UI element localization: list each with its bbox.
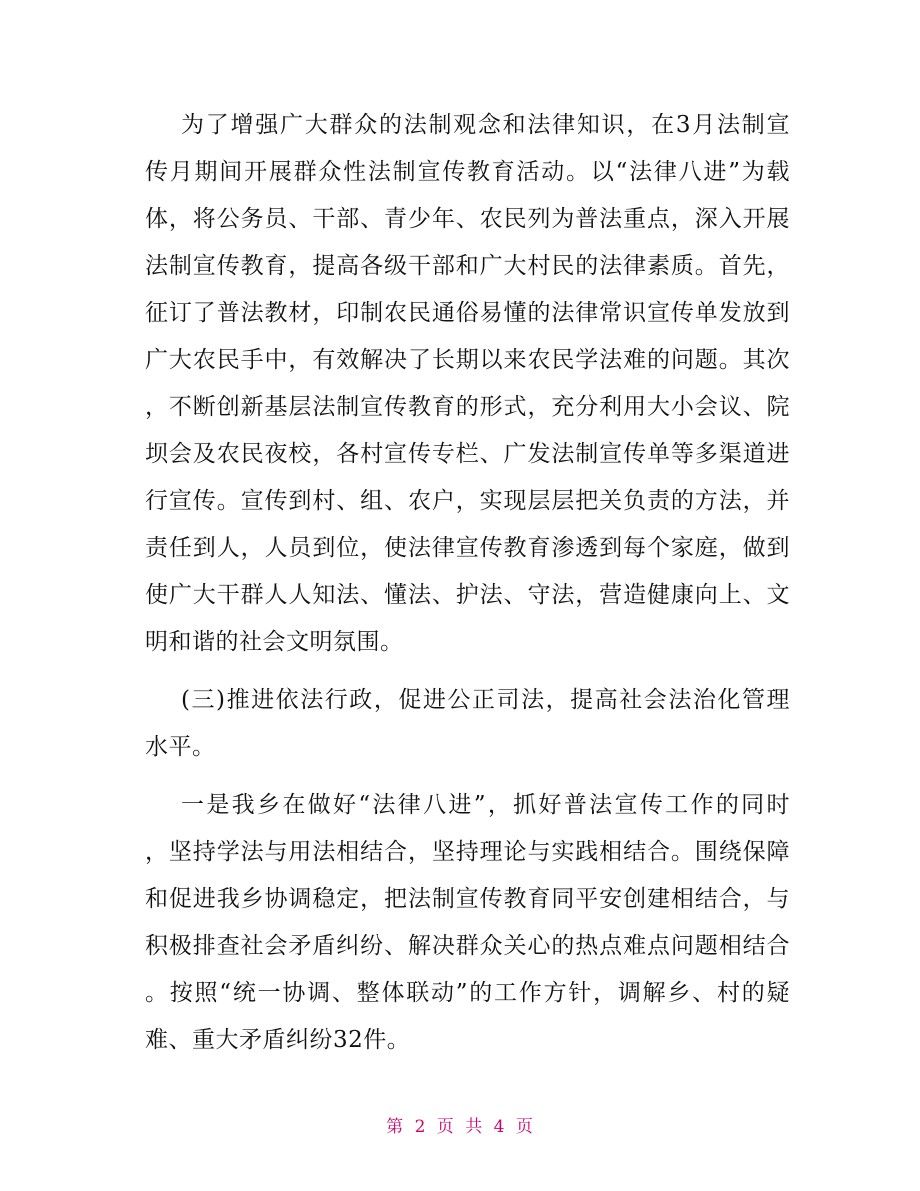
footer-prefix: 第: [386, 1117, 405, 1137]
text-line: 法制宣传教育，提高各级干部和广大村民的法律素质。首先，: [145, 253, 790, 279]
footer-page-unit-end: 页: [515, 1117, 534, 1137]
text-line: 明和谐的社会文明氛围。: [145, 629, 404, 655]
text-line: 一是我乡在做好“法律八进”，抓好普法宣传工作的同时: [181, 792, 790, 818]
text-line: 为了增强广大群众的法制观念和法律知识，在3月法制宣: [181, 112, 790, 138]
paragraph-gap: [145, 666, 790, 677]
text-line: 坝会及农民夜校，各村宣传专栏、广发法制宣传单等多渠道进: [145, 441, 790, 467]
total-page-count: 4: [493, 1117, 506, 1137]
section-heading-paragraph: [145, 677, 790, 771]
text-line: 水平。: [145, 734, 216, 760]
paragraph-rule-of-law: [145, 782, 790, 1064]
text-line: ，不断创新基层法制宣传教育的形式，充分利用大小会议、院: [145, 394, 790, 420]
text-line: 征订了普法教材，印制农民通俗易懂的法律常识宣传单发放到: [145, 300, 790, 326]
document-body: [145, 102, 790, 1064]
text-line: 使广大干群人人知法、懂法、护法、守法，营造健康向上、文: [145, 582, 790, 608]
text-line: 难、重大矛盾纠纷32件。: [145, 1027, 411, 1053]
text-line: ，坚持学法与用法相结合，坚持理论与实践相结合。围绕保障: [145, 839, 790, 865]
paragraph-legal-education: [145, 102, 790, 666]
text-line: (三)推进依法行政，促进公正司法，提高社会法治化管理: [181, 687, 790, 713]
text-line: 行宣传。宣传到村、组、农户，实现层层把关负责的方法，并: [145, 488, 790, 514]
text-line: 责任到人，人员到位，使法律宣传教育渗透到每个家庭，做到: [145, 535, 790, 561]
text-line: 和促进我乡协调稳定，把法制宣传教育同平安创建相结合，与: [145, 886, 790, 912]
footer-total-word: 共: [465, 1117, 484, 1137]
footer-page-unit: 页: [436, 1117, 455, 1137]
text-line: 体，将公务员、干部、青少年、农民列为普法重点，深入开展: [145, 206, 790, 232]
page-footer: [0, 1112, 920, 1137]
text-line: 传月期间开展群众性法制宣传教育活动。以“法律八进”为载: [145, 159, 790, 185]
paragraph-gap: [145, 771, 790, 782]
text-line: 积极排查社会矛盾纠纷、解决群众关心的热点难点问题相结合: [145, 933, 790, 959]
text-line: 广大农民手中，有效解决了长期以来农民学法难的问题。其次: [145, 347, 790, 373]
text-line: 。按照“统一协调、整体联动”的工作方针，调解乡、村的疑: [145, 980, 790, 1006]
current-page-number: 2: [414, 1117, 427, 1137]
